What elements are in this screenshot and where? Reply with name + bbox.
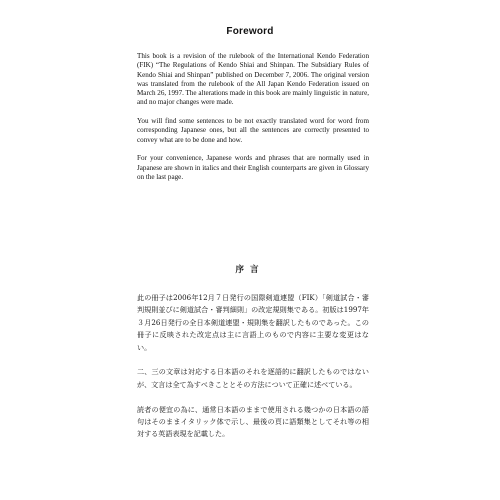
foreword-paragraph-2: You will find some sentences to be not exactly translated word for word from corresponding Japanese ones, but all the sentences are correctly presented to convey what are to be done and how. — [137, 117, 369, 144]
japanese-paragraph-1: 此の冊子は2006年12月７日発行の国際剣道連盟（FIK）「剣道試合・審判規則並びに剣道試合・審判細則」の改定規則集である。初版は1997年３月26日発行の全日本剣道連盟・規則集を翻訳したものであった。この冊子に反映された改定点は主に言語上のもので内容に主要な変更はない。 — [137, 293, 369, 352]
japanese-paragraph-3: 読者の便宜の為に、通常日本語のままで使用される幾つかの日本語の語句はそのままイタリック体で示し、最後の頁に語類集としてそれ等の相対する英語表現を記載した。 — [137, 404, 369, 439]
japanese-body — [137, 292, 369, 453]
foreword-body — [137, 52, 369, 191]
foreword-heading: Foreword — [226, 26, 274, 37]
foreword-paragraph-1: This book is a revision of the rulebook of the International Kendo Federation (FIK) “The Regulations of Kendo Shiai and Shinpan. The Subsidiary Rules of Kendo Shiai and Shinpan” published on December 7, 2006. The original version was translated from the rulebook of the All Japan Kendo Federation issued on March 26, 1997. The alterations made in this book are mainly linguistic in nature, and no major changes were made. — [137, 52, 369, 107]
foreword-paragraph-3: For your convenience, Japanese words and phrases that are normally used in Japanese are shown in italics and their English counterparts are given in Glossary on the last page. — [137, 154, 369, 181]
japanese-heading: 序言 — [235, 265, 265, 275]
japanese-paragraph-2: 二、三の文章は対応する日本語のそれを逐語的に翻訳したものではないが、文言は全て為すべきこととその方法について正確に述べている。 — [137, 367, 369, 389]
